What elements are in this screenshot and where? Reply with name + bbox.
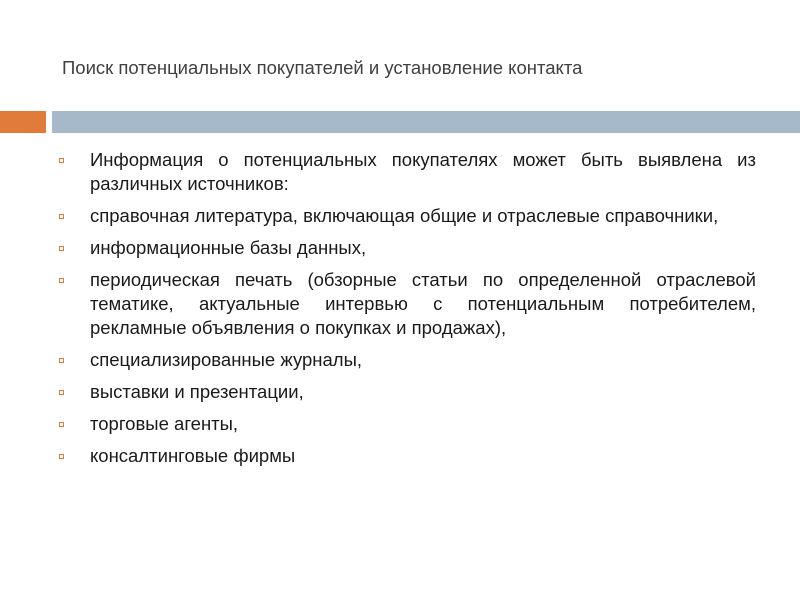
bullet-item	[56, 204, 756, 228]
square-bullet-icon	[59, 422, 64, 427]
square-bullet-icon	[59, 246, 64, 251]
bullet-text: справочная литература, включающая общие и отраслевые справочники,	[90, 205, 719, 226]
bullet-item	[56, 412, 756, 436]
bullet-item	[56, 444, 756, 468]
bullet-text: торговые агенты,	[90, 413, 239, 434]
bullet-item	[56, 348, 756, 372]
bullet-text: Информация о потенциальных покупателях может быть выявлена из различных источников:	[90, 149, 756, 194]
bullet-list	[56, 148, 756, 476]
square-bullet-icon	[59, 214, 64, 219]
bullet-text: консалтинговые фирмы	[90, 445, 296, 466]
square-bullet-icon	[59, 390, 64, 395]
square-bullet-icon	[59, 278, 64, 283]
square-bullet-icon	[59, 158, 64, 163]
square-bullet-icon	[59, 454, 64, 459]
slide-title: Поиск потенциальных покупателей и установление контакта	[62, 57, 583, 78]
bullet-text: информационные базы данных,	[90, 237, 367, 258]
bullet-item	[56, 380, 756, 404]
bullet-text: выставки и презентации,	[90, 381, 304, 402]
bullet-item	[56, 268, 756, 340]
title-rule-accent	[0, 111, 46, 133]
title-rule-bar	[52, 111, 800, 133]
bullet-item	[56, 236, 756, 260]
bullet-text: периодическая печать (обзорные статьи по определенной отраслевой тематике, актуальные интервью с потенциальным потребителем, рекламные объявления о покупках и продажах),	[90, 269, 756, 338]
bullet-item	[56, 148, 756, 196]
square-bullet-icon	[59, 358, 64, 363]
bullet-text: специализированные журналы,	[90, 349, 363, 370]
